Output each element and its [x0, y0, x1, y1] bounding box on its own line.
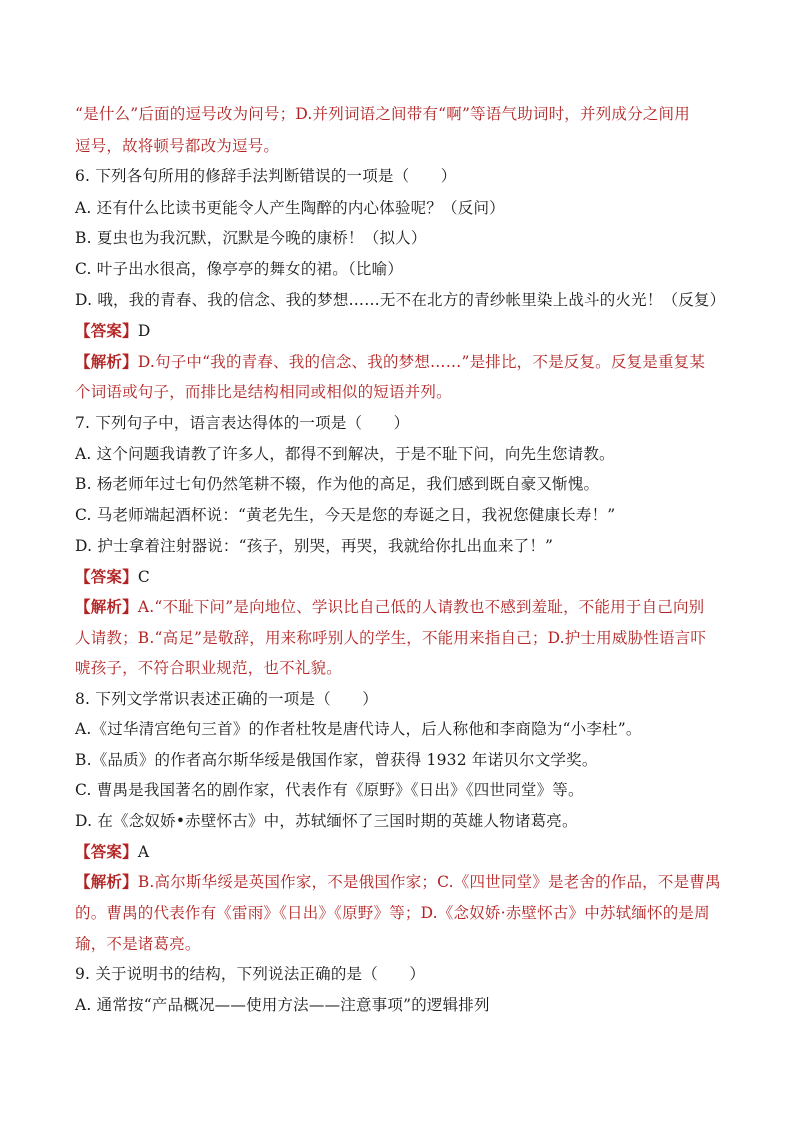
text-span: 6. 下列各句所用的修辞手法判断错误的一项是（ ） [75, 167, 457, 185]
text-span: D. 哦，我的青春、我的信念、我的梦想……无不在北方的青纱帐里染上战斗的火光！（反复） [75, 291, 726, 309]
text-line [75, 444, 725, 464]
text-span: A.“不耻下问”是向地位、学识比自己低的人请教也不感到羞耻，不能用于自己向别 [137, 598, 705, 616]
text-line [75, 474, 725, 494]
text-line [75, 964, 725, 984]
text-line [75, 228, 725, 248]
text-span: B.《品质》的作者高尔斯华绥是俄国作家，曾获得 1932 年诺贝尔文学奖。 [75, 751, 598, 769]
text-span: A. 还有什么比读书更能令人产生陶醉的内心体验呢？（反问） [75, 199, 505, 217]
text-span: C [137, 568, 150, 586]
text-span: 唬孩子，不符合职业规范，也不礼貌。 [75, 659, 342, 677]
text-span: C. 叶子出水很高，像亭亭的舞女的裙。（比喻） [75, 260, 404, 278]
text-line [75, 166, 725, 186]
text-span: D. 护士拿着注射器说：“孩子，别哭，再哭，我就给你扎出血来了！” [75, 537, 554, 555]
text-line [75, 321, 725, 341]
text-line [75, 628, 725, 648]
text-span: B. 杨老师年过七旬仍然笔耕不辍，作为他的高足，我们感到既自豪又惭愧。 [75, 475, 600, 493]
text-line [75, 198, 725, 218]
text-line [75, 719, 725, 739]
section-tag: 【解析】 [75, 597, 138, 616]
text-span: D [137, 322, 151, 340]
text-line [75, 259, 725, 279]
section-tag: 【答案】 [75, 842, 138, 861]
text-span: A. 这个问题我请教了许多人，都得不到解决，于是不耻下问，向先生您请教。 [75, 445, 615, 463]
section-tag: 【解析】 [75, 872, 138, 891]
text-line [75, 290, 725, 310]
text-span: D. 在《念奴娇•赤壁怀古》中，苏轼缅怀了三国时期的英雄人物诸葛亮。 [75, 812, 578, 830]
text-line [75, 658, 725, 678]
text-line [75, 536, 725, 556]
text-line [75, 780, 725, 800]
text-line [75, 811, 725, 831]
text-line [75, 597, 725, 617]
text-span: 瑜，不是诸葛亮。 [75, 935, 201, 953]
text-line [75, 104, 725, 124]
text-span: 的。曹禺的代表作有《雷雨》《日出》《原野》等；D.《念奴娇·赤壁怀古》中苏轼缅怀的是周 [75, 904, 710, 922]
text-line [75, 136, 725, 156]
text-line [75, 413, 725, 433]
text-span: D.句子中“我的青春、我的信念、我的梦想……”是排比，不是反复。反复是重复某 [137, 353, 706, 371]
text-span: 9. 关于说明书的结构，下列说法正确的是（ ） [75, 965, 426, 983]
text-line [75, 872, 725, 892]
section-tag: 【答案】 [75, 321, 138, 340]
text-span: A [137, 843, 150, 861]
text-line [75, 382, 725, 402]
text-span: “是什么”后面的逗号改为问号； [75, 105, 296, 123]
section-tag: 【解析】 [75, 352, 138, 371]
text-line [75, 505, 725, 525]
text-span: B. 夏虫也为我沉默，沉默是今晚的康桥！（拟人） [75, 229, 427, 247]
text-span: 逗号，故将顿号都改为逗号。 [75, 137, 280, 155]
text-line [75, 903, 725, 923]
text-line [75, 352, 725, 372]
section-tag: 【答案】 [75, 567, 138, 586]
text-line [75, 842, 725, 862]
text-line [75, 567, 725, 587]
text-line [75, 750, 725, 770]
text-span: B.高尔斯华绥是英国作家，不是俄国作家；C.《四世同堂》是老舍的作品，不是曹禺 [137, 873, 721, 891]
text-span: D.并列词语之间带有“啊”等语气助词时，并列成分之间用 [295, 105, 690, 123]
text-span: A. 通常按“产品概况——使用方法——注意事项”的逻辑排列 [75, 996, 490, 1014]
text-line [75, 689, 725, 709]
text-span: A.《过华清宫绝句三首》的作者杜牧是唐代诗人，后人称他和李商隐为“小李杜”。 [75, 720, 642, 738]
text-line [75, 995, 725, 1015]
text-span: C. 马老师端起酒杯说：“黄老先生，今天是您的寿诞之日，我祝您健康长寿！” [75, 506, 616, 524]
text-line [75, 934, 725, 954]
text-span: 个词语或句子，而排比是结构相同或相似的短语并列。 [75, 383, 452, 401]
text-span: C. 曹禺是我国著名的剧作家，代表作有《原野》《日出》《四世同堂》等。 [75, 781, 584, 799]
text-span: 人请教；B.“高足”是敬辞，用来称呼别人的学生，不能用来指自己；D.护士用威胁性语言吓 [75, 629, 707, 647]
text-span: 7. 下列句子中，语言表达得体的一项是（ ） [75, 414, 410, 432]
text-span: 8. 下列文学常识表述正确的一项是（ ） [75, 690, 378, 708]
